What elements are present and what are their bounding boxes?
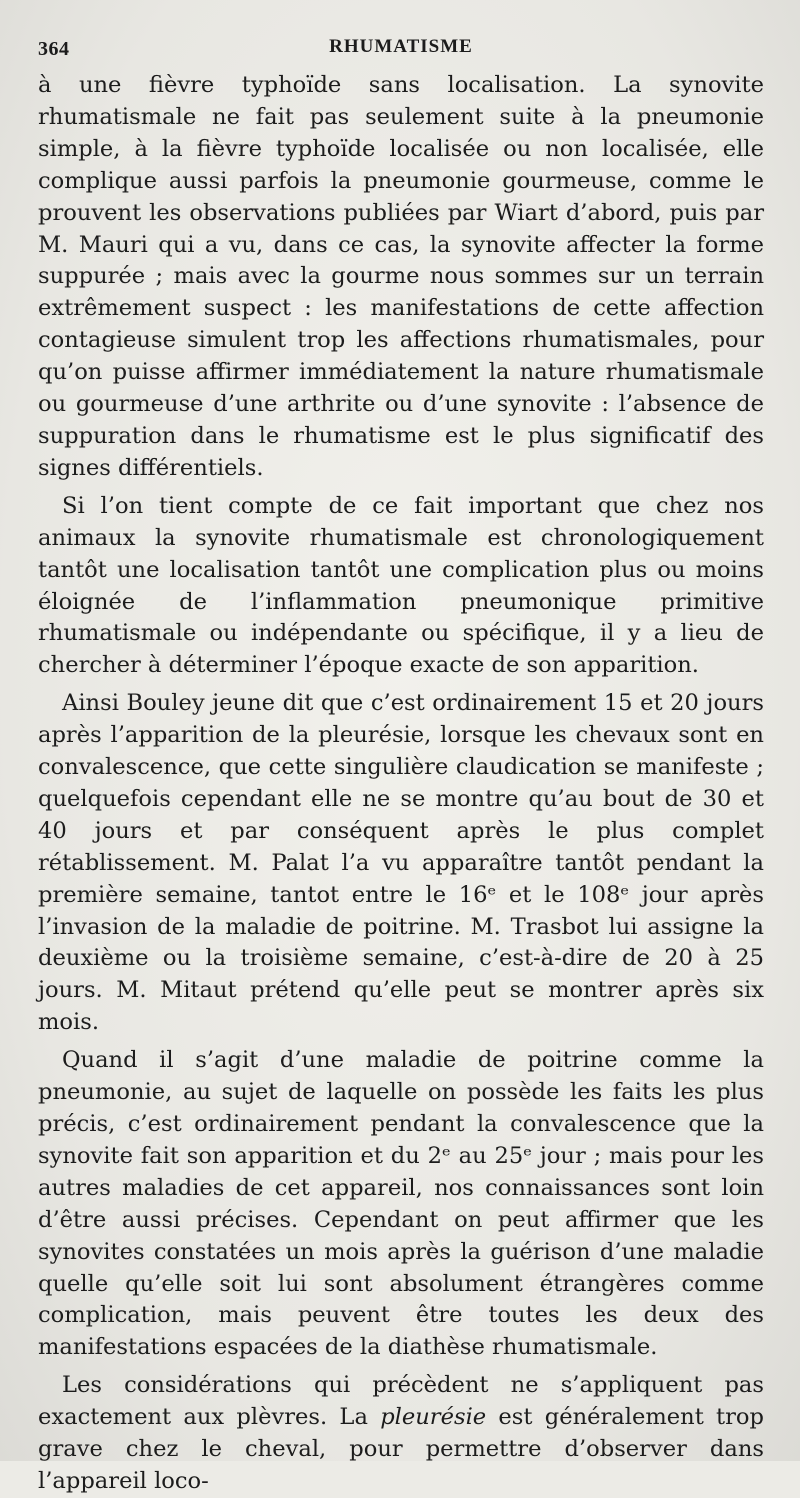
paragraph: Quand il s’agit d’une maladie de poitrine comme la pneumonie, au sujet de laquelle on possède les faits les plus précis, c’est ordinairement pendant la convalescence que la synovite fait son apparition et du 2ᵉ au 25ᵉ jour ; mais pour les autres maladies de cet appareil, nos connaissances sont loin d’être aussi précises. Cependant on peut affirmer que les synovites constatées un mois après la guérison d’une maladie quelle qu’elle soit lui sont absolument étrangères comme complication, mais peuvent être toutes les deux des manifestations espacées de la diathèse rhumatismale. [38,1047,764,1361]
running-title: RHUMATISME [329,36,473,57]
paragraph: Si l’on tient compte de ce fait important que chez nos animaux la synovite rhumatismale est chronologiquement tantôt une localisation tantôt une complication plus ou moins éloignée de l’inflammation pneumonique primitive rhumatismale ou indépendante ou spécifique, il y a lieu de chercher à déterminer l’époque exacte de son apparition. [38,492,764,679]
paragraph-text: est généralement trop grave chez le cheval, pour permettre d’observer dans l’appareil loco- [38,1404,764,1494]
paragraph-with-emphasis [38,1370,764,1498]
body-text [38,70,764,1498]
page-header [38,30,764,70]
emphasized-term: pleurésie [380,1404,487,1431]
paragraph-continued: à une fièvre typhoïde sans localisation. La synovite rhumatismale ne fait pas seulement suite à la pneumonie simple, à la fièvre typhoïde localisée ou non localisée, elle complique aussi parfois la pneumonie gourmeuse, comme le prouvent les observations publiées par Wiart d’abord, puis par M. Mauri qui a vu, dans ce cas, la synovite affecter la forme suppurée ; mais avec la gourme nous sommes sur un terrain extrêmement suspect : les manifestations de cette affection contagieuse simulent trop les affections rhumatismales, pour qu’on puisse affirmer immédiatement la nature rhumatismale ou gourmeuse d’une arthrite ou d’une synovite : l’absence de suppuration dans le rhumatisme est le plus significatif des signes différentiels. [38,72,764,481]
paragraph: Ainsi Bouley jeune dit que c’est ordinairement 15 et 20 jours après l’apparition de la pleurésie, lorsque les chevaux sont en convalescence, que cette singulière claudication se manifeste ; quelquefois cependant elle ne se montre qu’au bout de 30 et 40 jours et par conséquent après le plus complet rétablissement. M. Palat l’a vu apparaître tantôt pendant la première semaine, tantot entre le 16ᵉ et le 108ᵉ jour après l’invasion de la maladie de poitrine. M. Trasbot lui assigne la deuxième ou la troisième semaine, c’est-à-dire de 20 à 25 jours. M. Mitaut prétend qu’elle peut se montrer après six mois. [38,690,764,1036]
page-number: 364 [38,38,70,60]
paragraph-text: Les considérations qui précèdent ne s’appliquent pas exactement aux plèvres. La [38,1372,764,1431]
